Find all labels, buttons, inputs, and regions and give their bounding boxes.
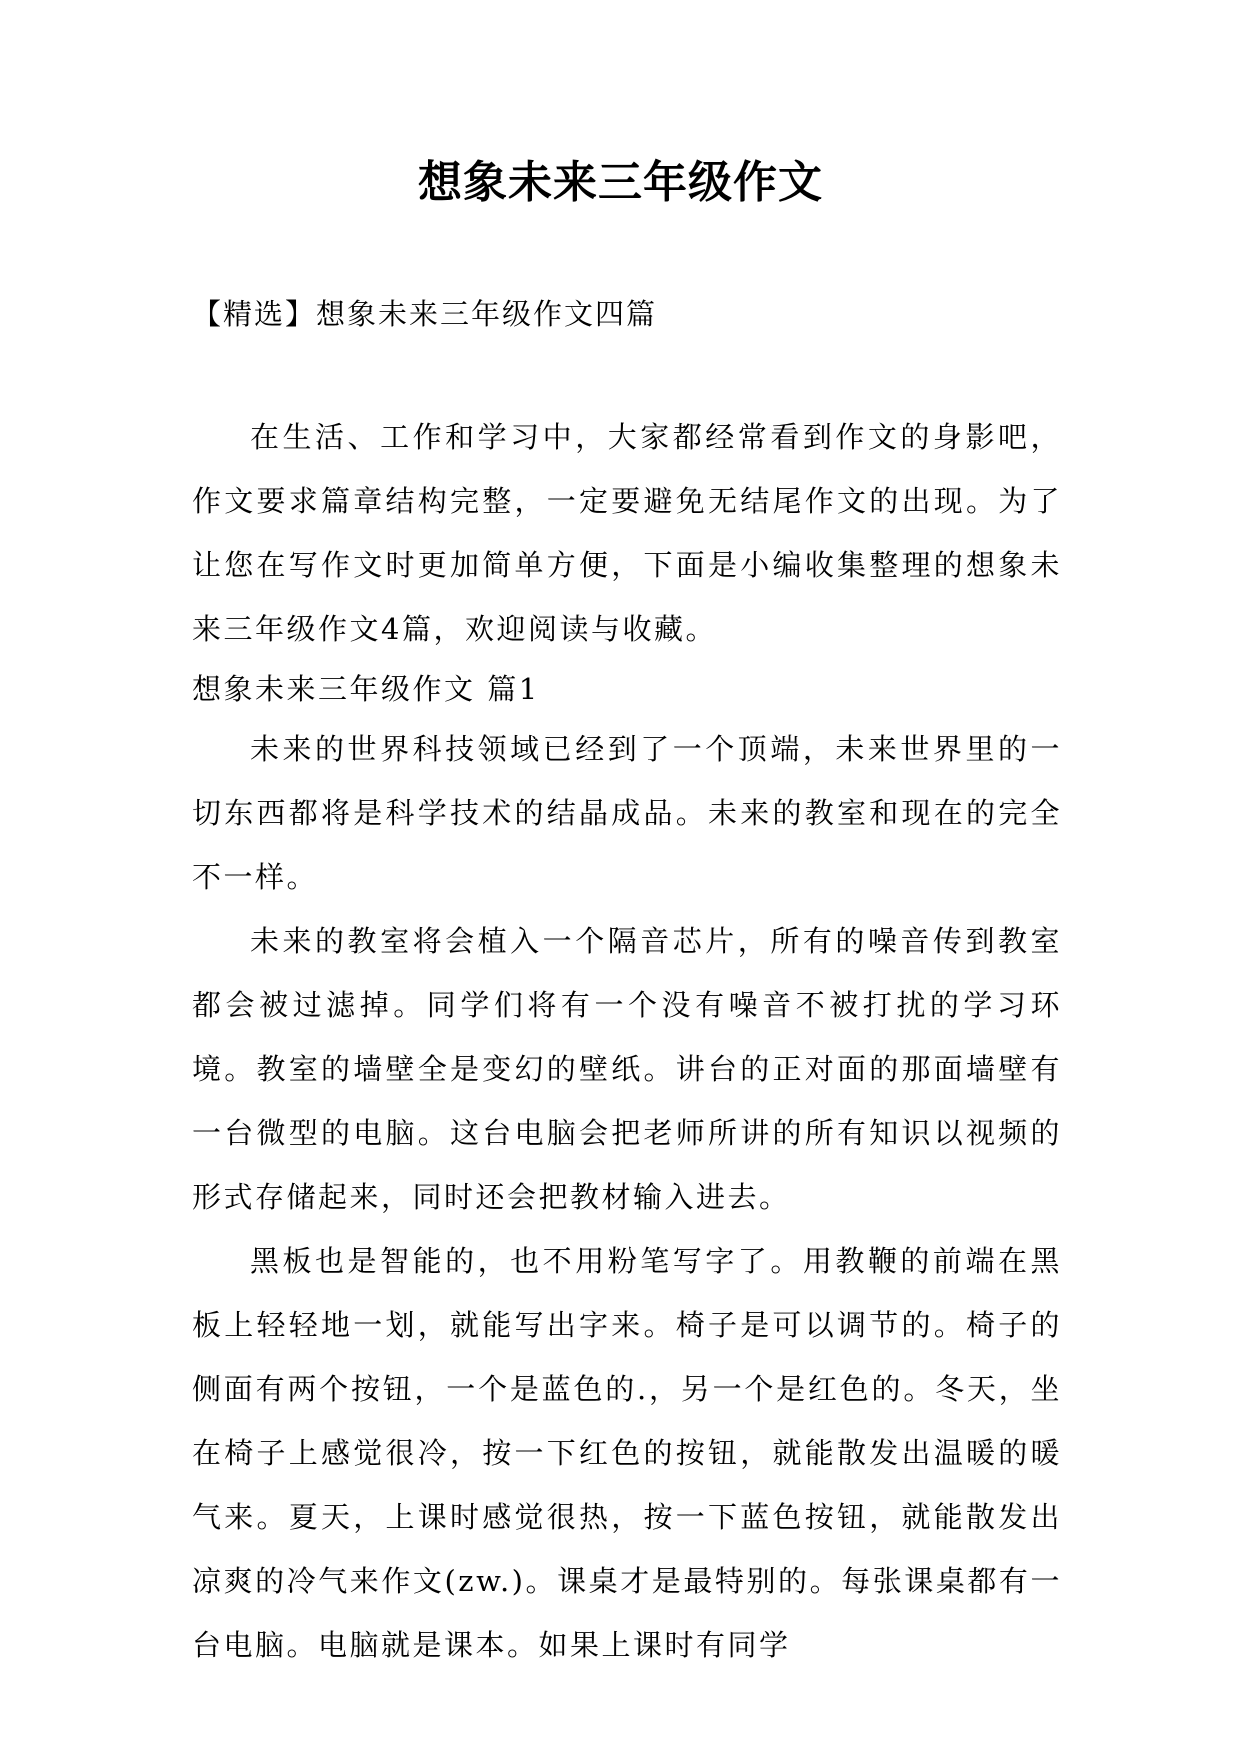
section-heading: 想象未来三年级作文 篇1	[192, 672, 540, 706]
document-body	[192, 405, 1062, 1677]
body-paragraph: 未来的教室将会植入一个隔音芯片，所有的噪音传到教室都会被过滤掉。同学们将有一个没有噪音不被打扰的学习环境。教室的墙壁全是变幻的壁纸。讲台的正对面的那面墙壁有一台微型的电脑。这台电脑会把老师所讲的所有知识以视频的形式存储起来，同时还会把教材输入进去。	[192, 924, 1062, 1214]
body-paragraph: 黑板也是智能的，也不用粉笔写字了。用教鞭的前端在黑板上轻轻地一划，就能写出字来。椅子是可以调节的。椅子的侧面有两个按钮，一个是蓝色的.，另一个是红色的。冬天，坐在椅子上感觉很冷，按一下红色的按钮，就能散发出温暖的暖气来。夏天，上课时感觉很热，按一下蓝色按钮，就能散发出凉爽的冷气来作文(zw.)。课桌才是最特别的。每张课桌都有一台电脑。电脑就是课本。如果上课时有同学	[192, 1244, 1062, 1662]
intro-paragraph: 在生活、工作和学习中，大家都经常看到作文的身影吧，作文要求篇章结构完整，一定要避免无结尾作文的出现。为了让您在写作文时更加简单方便，下面是小编收集整理的想象未来三年级作文4篇，欢迎阅读与收藏。	[192, 420, 1062, 646]
document-title: 想象未来三年级作文	[418, 157, 823, 208]
document-subtitle: 【精选】想象未来三年级作文四篇	[192, 297, 658, 331]
body-paragraph: 未来的世界科技领域已经到了一个顶端，未来世界里的一切东西都将是科学技术的结晶成品。未来的教室和现在的完全不一样。	[192, 732, 1062, 894]
